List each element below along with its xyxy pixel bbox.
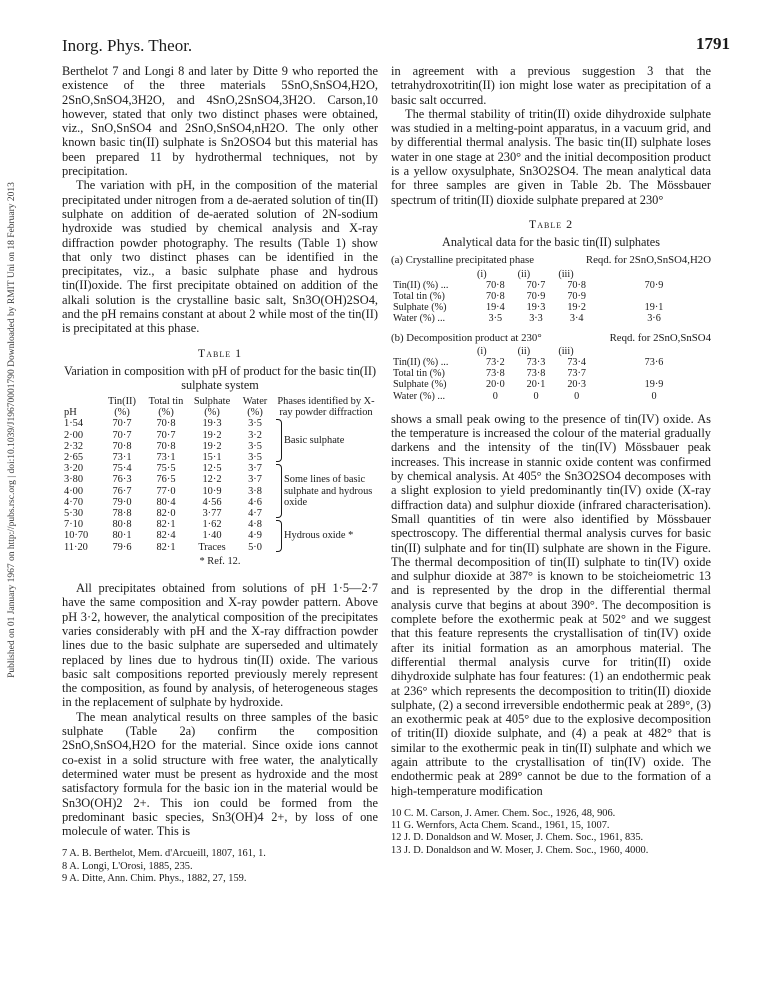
column-header: (ii)	[517, 345, 531, 357]
column-header: (ii)	[517, 268, 531, 280]
table-cell: 1·62	[202, 519, 222, 531]
table-cell: 4·00	[64, 485, 84, 497]
table-cell: 3·7	[248, 463, 262, 475]
table-cell: 4·9	[248, 530, 262, 542]
table-cell: 3·7	[248, 474, 262, 486]
paragraph: Berthelot 7 and Longi 8 and later by Ditte 9 who reported the existence of the three materials 5SnO,SnSO4,H2O, 2SnO,SnSO4,3H2O, and 4SnO,2SnSO4,3H2O. Carson,10 however, stated that only two distinct phases were obtained, viz., SnO,SnSO4 and 2SnO,SnSO4,nH2O. The only other known basic tin(II) sulphate is Sn2OSO4 but this material has been prepared 11 by hydrothermal techniques, not by precipitation.	[62, 64, 378, 179]
table-cell: 3·5	[248, 440, 262, 452]
table-cell: 3·6	[647, 313, 661, 325]
table-cell: 12·2	[202, 474, 222, 486]
table-cell: 75·4	[112, 463, 132, 475]
table-header-row	[391, 346, 711, 357]
table-cell: 73·3	[526, 357, 546, 369]
table-cell: 19·3	[526, 302, 546, 314]
phase-label: Hydrous oxide *	[284, 530, 354, 542]
footnote: 13 J. D. Donaldson and W. Moser, J. Chem. Soc., 1960, 4000.	[391, 844, 649, 856]
table-cell: 70·7	[112, 429, 132, 441]
table-cell: 19·3	[202, 418, 222, 430]
table-cell: 20·0	[485, 379, 505, 391]
table-cell: 4·70	[64, 496, 84, 508]
table-cell: 80·1	[112, 530, 132, 542]
table-cell: Sulphate (%)	[393, 302, 447, 314]
table-cell: 11·20	[64, 541, 88, 553]
table-row	[391, 302, 711, 313]
table-2a-reqd: Reqd. for 2SnO,SnSO4,H2O	[585, 254, 711, 267]
table-row	[391, 313, 711, 324]
column-header: (i)	[477, 268, 487, 280]
table-cell: 70·9	[644, 279, 664, 291]
table-cell: 5·0	[248, 541, 262, 553]
table-cell: Total tin (%)	[393, 290, 445, 302]
table-cell: 19·2	[202, 440, 222, 452]
table-cell: 82·1	[156, 519, 176, 531]
table-cell: 4·6	[248, 496, 262, 508]
table-cell: 3·5	[488, 313, 503, 325]
table-2a	[391, 269, 711, 325]
brace	[276, 520, 282, 552]
table-cell: 70·9	[526, 290, 546, 302]
table-cell: 70·8	[156, 418, 176, 430]
table-cell: 3·4	[569, 313, 584, 325]
table-cell: 75·5	[156, 463, 176, 475]
paragraph: All precipitates obtained from solutions of pH 1·5—2·7 have the same composition and X-ray powder pattern. Above pH 3·2, however, the analytical composition of the precipitates varies considerably with pH and the X-ray diffraction powder lines due to the basic sulphate are superseded and ultimately replaced by lines due to hydrous tin(II) oxide. The various basic salt compositions reported previously merely represent the composition, as found by analysis, of heterogeneous stages in the replacement of sulphate by hydroxide.	[62, 581, 378, 710]
table-cell: 70·7	[526, 279, 546, 291]
table-row	[391, 357, 711, 368]
table-cell	[597, 368, 711, 379]
paragraph: The thermal stability of tritin(II) oxide dihydroxide sulphate was studied in a melting-point apparatus, in a vacuum grid, and by differential thermal analysis. The basic tin(II) sulphate loses water in one stage at 230° and the initial decomposition product is a yellow oxysulphate, Sn3O2SO4. The mean analytical data for three samples are given in Table 2b. The Mössbauer spectrum of tritin(II) dioxide sulphate prepared at 230°	[391, 106, 711, 207]
table-cell: 78·8	[112, 507, 132, 519]
table-2b-reqd: Reqd. for 2SnO,SnSO4	[609, 331, 711, 344]
paragraph: The variation with pH, in the composition of the material precipitated under nitrogen from a de-aerated solution of tin(II) sulphate on addition of de-aerated solution of 2N-sodium hydroxide was studied by chemical analysis and X-ray diffraction powder photography. The results (Table 1) show that only two distinct phases can be identified in the precipitates, viz., a basic sulphate phase and hydrous tin(II)oxide. The first precipitate obtained on addition of the alkali solution is the crystalline basic salt, Sn3O(OH)2SO4, and the pH remains constant at about 2 while most of the tin(II) is precipitated at this phase.	[62, 178, 378, 336]
column-header: (iii)	[558, 268, 574, 280]
table-cell: 70·9	[567, 290, 586, 302]
table-row	[62, 519, 378, 530]
table-cell: 1·40	[202, 530, 222, 542]
table-cell: 76·5	[156, 474, 176, 486]
table-2a-heading: (a) Crystalline precipitated phase	[391, 254, 535, 267]
table-cell: 73·1	[156, 451, 176, 463]
table-cell: 70·8	[485, 290, 505, 302]
table-cell: 1·54	[64, 418, 84, 430]
table-cell: 19·4	[485, 302, 505, 314]
table-1-note: * Ref. 12.	[199, 555, 241, 567]
column-header: pH	[64, 407, 77, 419]
table-cell: 76·7	[112, 485, 132, 497]
paragraph: The mean analytical results on three samples of the basic sulphate (Table 2a) confirm the composition 2SnO,SnSO4,H2O for the material. Since oxide ions cannot co-exist in a solid structure with free water, the analytically determined water must be present as hydroxide and the most satisfactory formula for the basic ion in the material would be Sn3O(OH)2 2+. This ion could be formed from the predominant basic species, Sn3(OH)4 2+, by loss of one molecule of water. This is	[62, 709, 378, 839]
table-cell: 70·8	[567, 279, 586, 291]
column-header: Tin(II) (%)	[108, 395, 136, 419]
footnote: 7 A. B. Berthelot, Mem. d'Arcueill, 1807, 161, 1.	[62, 848, 266, 860]
brace	[276, 419, 282, 462]
table-cell: 76·3	[112, 474, 132, 486]
table-cell: 10·70	[64, 530, 89, 542]
table-2b-heading-row	[391, 331, 711, 345]
table-cell: 4·56	[202, 496, 222, 508]
table-cell: 19·9	[644, 379, 664, 391]
footnote: 11 G. Wernfors, Acta Chem. Scand., 1961, 15, 1007.	[391, 820, 610, 832]
table-cell: Sulphate (%)	[393, 379, 447, 391]
table-cell: 82·1	[156, 541, 176, 553]
table-cell: 3·77	[202, 507, 222, 519]
table-cell: 79·0	[112, 496, 132, 508]
table-1	[62, 396, 378, 553]
table-row	[62, 418, 378, 429]
table-cell: 0	[492, 390, 498, 402]
table-cell: Traces	[198, 541, 226, 553]
table-cell: 70·8	[112, 440, 132, 452]
table-cell: 80·4	[156, 496, 176, 508]
footnotes-left	[62, 848, 378, 885]
table-cell: 19·2	[567, 302, 586, 314]
footnote: 9 A. Ditte, Ann. Chim. Phys., 1882, 27, 159.	[62, 872, 247, 884]
table-cell: 73·6	[644, 357, 664, 369]
table-header-row	[391, 269, 711, 280]
column-header: (i)	[477, 345, 487, 357]
table-2b	[391, 346, 711, 402]
table-cell: Water (%) ...	[393, 313, 446, 325]
table-cell: 73·4	[567, 357, 586, 369]
table-cell: 3·2	[248, 429, 262, 441]
table-header-row	[62, 396, 378, 418]
table-row	[391, 391, 711, 402]
table-2a-heading-row	[391, 253, 711, 267]
table-cell: 70·8	[156, 440, 176, 452]
footnote: 12 J. D. Donaldson and W. Moser, J. Chem. Soc., 1961, 835.	[391, 832, 644, 844]
phase-cell	[274, 463, 378, 519]
column-header: Sulphate (%)	[193, 395, 231, 419]
table-cell: 0	[533, 390, 539, 402]
table-1-caption: Variation in composition with pH of product for the basic tin(II) sulphate system	[63, 363, 377, 392]
column-header: Phases identified by X-ray powder diffraction	[277, 395, 375, 419]
table-cell: 3·5	[248, 451, 262, 463]
phase-label: Some lines of basic sulphate and hydrous oxide	[284, 474, 373, 508]
footnote: 8 A. Longi, L'Orosi, 1885, 235.	[62, 860, 193, 872]
footnotes-right	[391, 808, 711, 857]
table-cell: 7·10	[64, 519, 84, 531]
table-cell: 2·00	[64, 429, 84, 441]
table-cell: 3·80	[64, 474, 84, 486]
table-cell	[597, 291, 711, 302]
table-row	[391, 280, 711, 291]
column-header: Water (%)	[242, 395, 268, 419]
table-cell: 12·5	[202, 463, 222, 475]
table-cell: 70·7	[156, 429, 176, 441]
brace	[276, 464, 282, 518]
table-cell: 70·8	[485, 279, 505, 291]
table-cell: 19·1	[644, 302, 664, 314]
table-cell: 3·8	[248, 485, 262, 497]
phase-cell	[274, 519, 378, 553]
phase-label: Basic sulphate	[284, 435, 345, 447]
right-column	[391, 64, 711, 857]
table-cell: 0	[651, 390, 657, 402]
table-cell: 73·2	[485, 357, 505, 369]
table-cell: 20·3	[567, 379, 586, 391]
table-cell: 70·7	[112, 418, 132, 430]
table-1-label: Table 1	[197, 345, 243, 360]
table-cell: 20·1	[526, 379, 546, 391]
table-cell: 73·7	[567, 368, 586, 380]
phase-cell	[274, 418, 378, 463]
table-cell: 80·8	[112, 519, 132, 531]
table-cell: 5·30	[64, 507, 84, 519]
table-cell: Water (%) ...	[393, 390, 446, 402]
table-cell: 77·0	[156, 485, 176, 497]
table-cell: 3·3	[529, 313, 543, 325]
table-row	[391, 291, 711, 302]
table-2-label: Table 2	[528, 216, 574, 231]
download-note: Published on 01 January 1967 on http://pubs.rsc.org | doi:10.1039/J19670001790 Downloaded by RMIT Uni on 18 February 2013	[7, 182, 17, 678]
table-cell: 73·1	[112, 451, 132, 463]
table-cell: 15·1	[202, 451, 222, 463]
table-cell: 3·20	[64, 463, 84, 475]
footnote: 10 C. M. Carson, J. Amer. Chem. Soc., 1926, 48, 906.	[391, 807, 616, 819]
paragraph: in agreement with a previous suggestion 3 that the tetrahydroxotritin(II) ion might lose water as precipitation of a basic salt occurred.	[391, 64, 711, 107]
table-cell: 0	[574, 390, 580, 402]
table-cell: 4·7	[248, 507, 262, 519]
table-2b-heading: (b) Decomposition product at 230°	[391, 331, 542, 344]
table-cell: 73·8	[526, 368, 546, 380]
table-cell: 2·32	[64, 440, 84, 452]
table-row	[62, 463, 378, 474]
table-cell: 2·65	[64, 451, 84, 463]
table-cell: 82·4	[156, 530, 176, 542]
table-cell: Tin(II) (%) ...	[393, 357, 449, 369]
download-sidebar	[4, 150, 20, 710]
table-row	[391, 368, 711, 379]
table-cell: 79·6	[112, 541, 132, 553]
page-number: 1791	[696, 34, 730, 53]
table-row	[391, 379, 711, 390]
table-cell: 19·2	[202, 429, 222, 441]
column-header: Total tin (%)	[148, 395, 184, 419]
table-cell: 82·0	[156, 507, 176, 519]
table-2-caption: Analytical data for the basic tin(II) sulphates	[442, 235, 660, 250]
column-header: (iii)	[558, 345, 574, 357]
table-cell: 3·5	[248, 418, 262, 430]
running-head: Inorg. Phys. Theor.	[62, 36, 193, 55]
table-cell: Total tin (%)	[393, 368, 445, 380]
paragraph: shows a small peak owing to the presence of tin(IV) oxide. As the temperature is increased the colour of the material gradually darkens and the intensity of the tin(IV) Mössbauer peak increases. This increase in stannic oxide content was confirmed by chemical analysis. At 405° the Sn3O2SO4 decomposes with a slight explosion to yield predominantly tin(IV) oxide (X-ray diffraction data) and sulphur dioxide (infrared characterisation). Small quantities of tin were also identified by Mössbauer spectroscopy. The differential thermal analysis curves for basic tin(II) sulphate and for tin(II) sulphate are shown in the Figure. The thermal decomposition of tin(II) sulphate to tin(IV) oxide and sulphur dioxide at 387° is known to be stoicheiometric 13 and is represented by the drop in the differential thermal analysis curve that begins at about 390°. The decomposition is complete before the exothermic peak at 502° and we suggest that this feature represents the crystallisation of tin(IV) oxide after its initial formation as an amorphous material. The differential thermal analysis curve for tritin(II) oxide dihydroxide sulphate has four features: (1) an endothermic peak at 236° which represents the decomposition to tritin(II) dioxide sulphate, (2) a second irreversible endothermic peak at 289°, (3) an exothermic peak at 405° due to the explosive decomposition of tritin(II) dioxide sulphate, and (4) a peak at 482° that is similar to the exothermic peak in tin(II) sulphate and which we again attribute to the crystallisation of tin(IV) oxide. The endothermic peak at 289° cannot be due to the formation of a high-temperature modification	[391, 411, 711, 798]
table-cell: 10·9	[202, 485, 222, 497]
table-cell: 4·8	[248, 519, 262, 531]
table-cell: Tin(II) (%) ...	[393, 279, 449, 291]
left-column	[62, 64, 378, 885]
table-cell: 73·8	[485, 368, 505, 380]
